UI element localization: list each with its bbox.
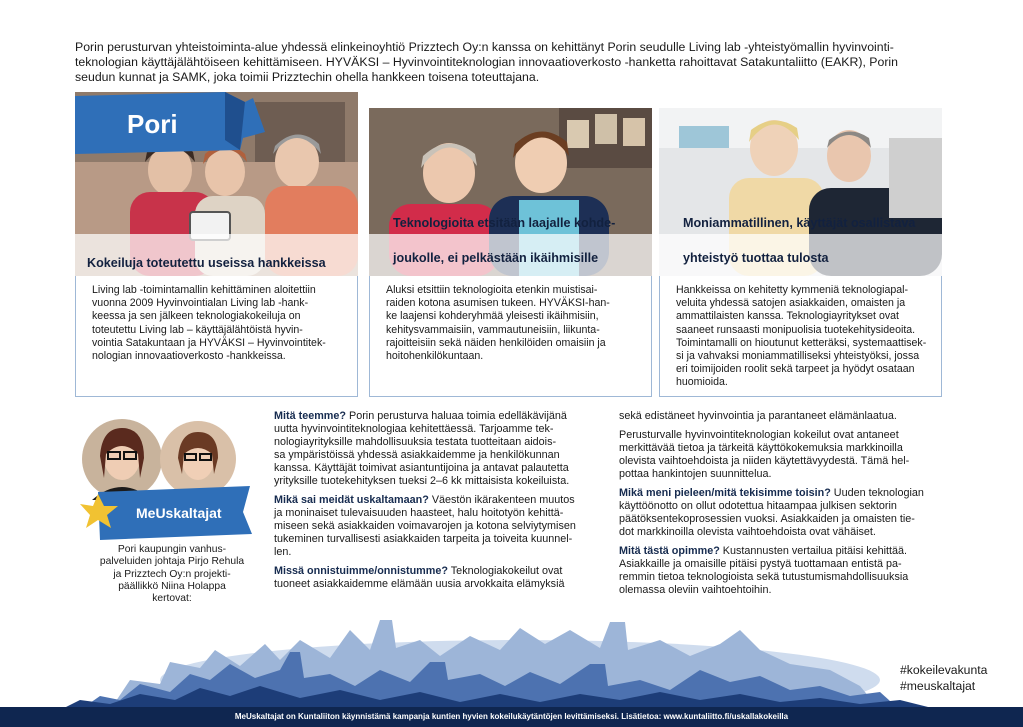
interview-question: Missä onnistuimme/onnistumme? [274, 565, 448, 577]
interview-paragraph: Mikä meni pieleen/mitä tekisimme toisin? Uuden teknologian käyttöönotto on ollut odotettua hitaampaa julkisen sektorin päätöksentekoprosessien vuoksi. Asiakkaiden ja omaisten tie- dot markkinoilla olevista vaihtoehdoista ovat vähäiset. [619, 487, 924, 538]
card-text-line: Hankkeissa on kehitetty kymmeniä teknologiapal- [676, 284, 909, 296]
card-target-groups [369, 108, 652, 397]
card-text-line: rajoitteisiin sekä näiden henkilöiden omaisiin ja [386, 336, 606, 349]
card-text-line: toteutettu Living lab – käyttäjälähtöistä hyvin- [92, 323, 303, 336]
card-text-line: veluita yhdessä satojen asiakkaiden, omaisten ja [676, 297, 906, 310]
pori-banner-text: Pori [127, 109, 178, 139]
card-text-line: Aluksi etsittiin teknologioita etenkin muistisai- [386, 284, 598, 296]
intro-line: teknologian käyttäjälähtöiseen kehittämiseen. HYVÄKSI – Hyvinvointiteknologian innovaatioverkosto -hanketta rahoittavat Satakuntaliitto (EAKR), Porin [75, 55, 898, 69]
interview-question: Mitä teemme? [274, 410, 346, 422]
card-text-line: eri toimijoiden roolit sekä tarpeet ja hyödyt osataan [676, 363, 915, 376]
photo-elderly-woman-and-nurse [369, 108, 652, 276]
card-heading: Kokeiluja toteutettu useissa hankkeissa [87, 256, 326, 270]
card-text-line: hoitohenkilökuntaan. [386, 350, 484, 363]
caption-line: ja Prizztech Oy:n projekti- [113, 568, 231, 580]
card-body [75, 276, 358, 397]
card-text-line: vointia Satakuntaan ja HYVÄKSI – Hyvinvointitek- [92, 336, 326, 349]
caption-line: palveluiden johtaja Pirjo Rehula [99, 556, 245, 568]
card-body [659, 276, 942, 397]
pori-banner [75, 92, 275, 162]
card-text-line: raiden kotona asumisen tukeen. HYVÄKSI-han- [386, 297, 610, 310]
hashtag: #kokeilevakunta [900, 663, 988, 677]
caption-line: kertovat: [152, 593, 192, 605]
interview-paragraph: Mitä teemme? Porin perusturva haluaa toimia edelläkävijänä uutta hyvinvointiteknologiaa kehitettäessä. Tarjoamme tek- nologiayrityksille mahdollisuuksia testata tuotteitaan aidois- sa ympäristöissä yhdessä asiakkaidemme ja henkilökunnan kanssa. Käyttäjät toimivat asiantuntijoina ja antavat palautetta yrityksille tuotekehityksen tueksi 2–6 kk mittaisista kokeiluista. [274, 410, 570, 487]
caption-line: Pori kaupungin vanhus- [117, 544, 227, 555]
card-text-line: saaneet runsaasti monipuolisia tuotekehitysideoita. [676, 323, 916, 336]
hashtags [900, 662, 987, 694]
card-text-line: Toimintamalli on hioutunut ketteräksi, systemaattisek- [676, 336, 927, 349]
card-text-line: vuonna 2009 Hyvinvointialan Living lab -hank- [92, 297, 309, 310]
interview-question: Mitä tästä opimme? [619, 545, 720, 557]
card-pilots [75, 92, 358, 397]
card-text-line: nologian innovaatioverkosto -hankkeissa. [92, 350, 286, 363]
card-text-line: si ja vahvaksi moniammatilliseksi yhteistyöksi, jossa [676, 350, 920, 363]
intro-line: Porin perusturvan yhteistoiminta-alue yhdessä elinkeinoyhtiö Prizztech Oy:n kanssa on kehittänyt Porin seudulle Living lab -yhteistyömallin hyvinvointi- [75, 40, 894, 54]
interview-paragraph: Perusturvalle hyvinvointiteknologian kokeilut ovat antaneet merkittävää tietoa ja tärkeitä käyttökokemuksia markkinoilla olevista vaihtoehdoista ja niiden käytettävyydestä. Tämä hel- pottaa hankintojen suunnittelua. [619, 429, 910, 480]
card-text-line: ammattilaisten kanssa. Teknologiayritykset ovat [676, 310, 899, 323]
interview-paragraph: Missä onnistuimme/onnistumme? Teknologiakokeilut ovat tuoneet asiakkaidemme elämään uusia arvokkaita elämyksiä [274, 565, 565, 590]
portrait-caption [98, 544, 246, 605]
ribbon-text: MeUskaltajat [136, 505, 222, 521]
interview-column-2 [619, 410, 949, 603]
footer-text: MeUskaltajat on Kuntaliiton käynnistämä kampanja kuntien hyvien kokeilukäytäntöjen levittämiseksi. Lisätietoa: www.kuntaliitto.fi/uskallakokeilla [234, 712, 789, 721]
interview-paragraph: sekä edistäneet hyvinvointia ja parantaneet elämänlaatua. [619, 410, 897, 422]
card-text-line: keessa ja sen jälkeen teknologiakokeiluja on [92, 310, 301, 323]
intro-paragraph [75, 40, 950, 85]
interview-column-1 [274, 410, 604, 597]
interview-paragraph: Mikä sai meidät uskaltamaan? Väestön ikärakenteen muutos ja moninaiset tulevaisuuden haasteet, halu hoitotyön kehittä- miseen sekä asiakkaiden voimavarojen ja kotona selviytymisen tukeminen turvallisesti asiakkaiden tarpeita ja toiveita kuunnel- len. [274, 494, 576, 558]
meuskaltajat-ribbon [78, 482, 253, 542]
hashtag: #meuskaltajat [900, 679, 976, 693]
interview-paragraph: Mitä tästä opimme? Kustannusten vertailua pitäisi kehittää. Asiakkaille ja omaisille pitäisi pystyä tuottamaan entistä pa- remmin tietoa teknologioista sekä tutustumismahdollisuuksia olemassa oleviin vaihtoehtoihin. [619, 545, 909, 596]
city-skyline-illustration [0, 600, 1023, 710]
intro-line: seudun kunnat ja SAMK, joka toimii Prizztechin ohella hankkeen toisena toteuttajana. [75, 70, 540, 84]
caption-line: päällikkö Niina Holappa [118, 580, 226, 592]
card-heading: Teknologioita etsitään laajalle kohde- joukolle, ei pelkästään ikäihmisille [393, 216, 616, 265]
card-text-line: huomioida. [676, 376, 728, 389]
interview-question: Mikä sai meidät uskaltamaan? [274, 494, 429, 506]
card-text-line: Living lab -toimintamallin kehittäminen aloitettiin [92, 284, 316, 296]
photo-women-with-tablet [75, 92, 358, 276]
card-body [369, 276, 652, 397]
card-text-line: ke laajensi kohderyhmää yleisesti ikäihmisiin, [386, 310, 599, 323]
interview-question: Mikä meni pieleen/mitä tekisimme toisin? [619, 487, 831, 499]
card-heading: Moniammatillinen, käyttäjät osallistava yhteistyö tuottaa tulosta [683, 216, 916, 265]
photo-caregiver-and-man [659, 108, 942, 276]
footer-bar [0, 707, 1023, 727]
card-collaboration [659, 108, 942, 397]
card-text-line: kehitysvammaisiin, vammautuneisiin, liikunta- [386, 323, 600, 336]
